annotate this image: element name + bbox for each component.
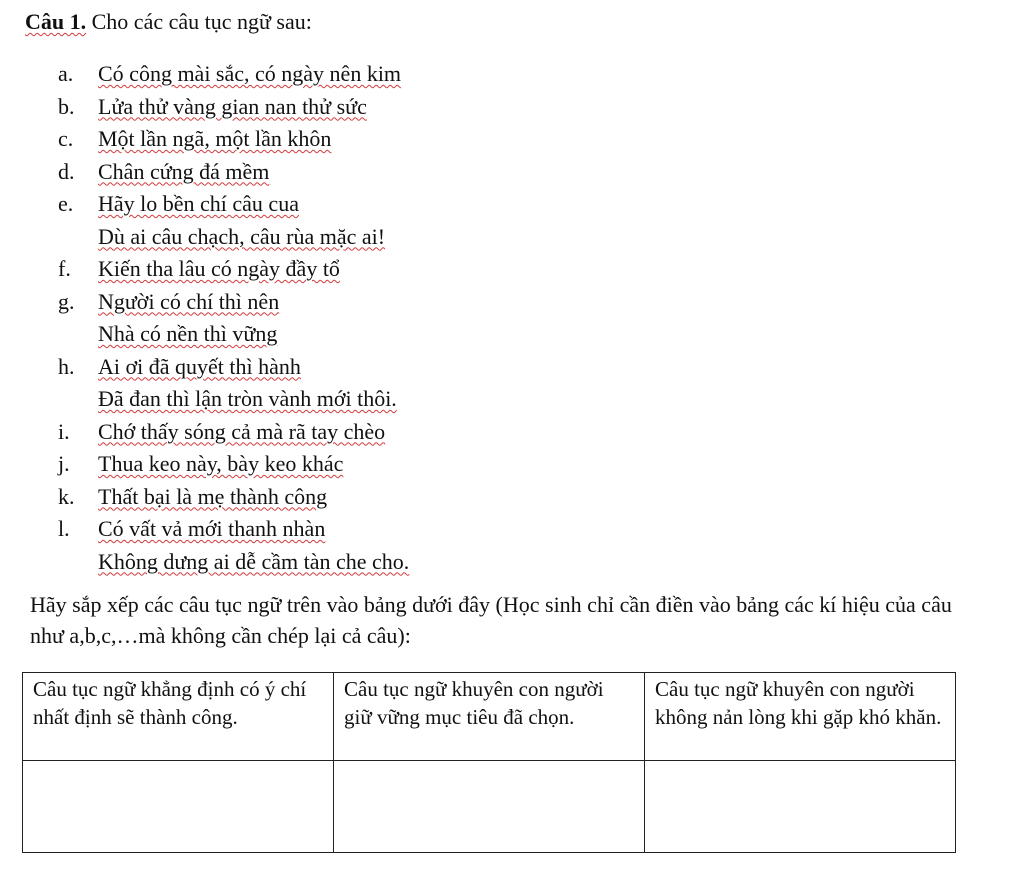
proverb-text: Nhà có nền thì vững	[98, 321, 278, 346]
answer-table	[22, 672, 956, 853]
table-header-cell: Câu tục ngữ khuyên con người giữ vững mục tiêu đã chọn.	[334, 673, 645, 761]
proverb-continuation-line	[58, 221, 658, 254]
proverb-text: Chớ thấy sóng cả mà rã tay chèo	[98, 418, 386, 444]
table-answer-cell[interactable]	[334, 761, 645, 853]
proverb-letter: c.	[58, 126, 74, 151]
proverb-item	[58, 481, 658, 514]
proverb-item	[58, 448, 658, 481]
proverb-letter: e.	[58, 191, 74, 216]
proverb-letter: g.	[58, 288, 75, 314]
proverb-text: Người có chí thì nên	[98, 288, 280, 314]
proverb-item	[58, 123, 658, 156]
proverb-letter: f.	[58, 256, 71, 281]
table-header-cell: Câu tục ngữ khẳng định có ý chí nhất định sẽ thành công.	[23, 673, 334, 761]
question-prompt: Cho các câu tục ngữ sau:	[91, 9, 312, 34]
proverb-text: Có công mài sắc, có ngày nên kim	[98, 61, 402, 86]
proverb-item	[58, 416, 658, 449]
proverb-text: Ai ơi đã quyết thì hành	[98, 353, 301, 379]
proverb-letter: d.	[58, 158, 75, 184]
proverb-item	[58, 91, 658, 124]
proverb-letter: j.	[58, 451, 70, 476]
instruction-text: Hãy sắp xếp các câu tục ngữ trên vào bảng dưới đây (Học sinh chỉ cần điền vào bảng các kí hiệu của câu như a,b,c,…mà không cần chép lại cả câu):	[30, 592, 952, 648]
proverb-item	[58, 188, 658, 221]
proverb-item	[58, 58, 658, 91]
proverb-item	[58, 286, 658, 319]
question-title	[25, 8, 312, 36]
proverb-continuation-line	[58, 546, 658, 579]
proverb-letter: a.	[58, 61, 74, 86]
proverb-continuation-line	[58, 383, 658, 416]
proverb-item	[58, 253, 658, 286]
table-header-row	[23, 673, 956, 761]
proverb-continuation-line	[58, 318, 658, 351]
proverb-text: Kiến tha lâu có ngày đầy tổ	[98, 256, 340, 281]
proverb-text: Đã đan thì lận tròn vành mới thôi.	[98, 386, 397, 411]
proverb-letter: k.	[58, 483, 75, 509]
proverb-letter: l.	[58, 516, 70, 541]
table-header-cell: Câu tục ngữ khuyên con người không nản lòng khi gặp khó khăn.	[645, 673, 956, 761]
table-answer-row	[23, 761, 956, 853]
table-answer-cell[interactable]	[645, 761, 956, 853]
proverb-text: Hãy lo bền chí câu cua	[98, 191, 299, 216]
proverb-item	[58, 156, 658, 189]
proverb-item	[58, 513, 658, 546]
proverb-letter: b.	[58, 93, 75, 119]
proverb-letter: h.	[58, 353, 75, 379]
proverb-letter: i.	[58, 418, 70, 444]
proverb-text: Chân cứng đá mềm	[98, 158, 270, 184]
proverb-text: Thất bại là mẹ thành công	[98, 483, 328, 509]
proverb-text: Dù ai câu chạch, câu rùa mặc ai!	[98, 223, 386, 249]
proverb-list	[58, 58, 658, 578]
proverb-text: Lửa thử vàng gian nan thử sức	[98, 93, 367, 119]
proverb-text: Có vất vả mới thanh nhàn	[98, 516, 326, 541]
proverb-text: Thua keo này, bày keo khác	[98, 451, 344, 476]
proverb-text: Không dưng ai dễ cầm tàn che cho.	[98, 548, 410, 574]
table-answer-cell[interactable]	[23, 761, 334, 853]
proverb-item	[58, 351, 658, 384]
proverb-text: Một lần ngã, một lần khôn	[98, 126, 332, 151]
question-number: Câu 1.	[25, 9, 87, 34]
